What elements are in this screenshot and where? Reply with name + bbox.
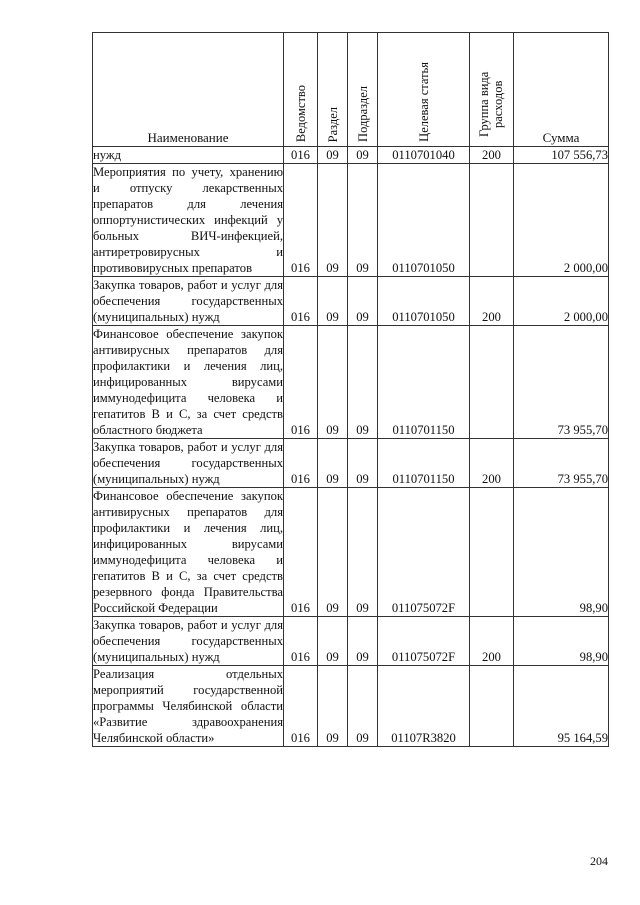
cell-ved: 016 <box>284 147 318 164</box>
budget-table-container <box>92 32 608 840</box>
cell-podr: 09 <box>348 164 378 277</box>
cell-cel: 0110701150 <box>378 326 470 439</box>
cell-sum: 2 000,00 <box>514 277 609 326</box>
cell-cel: 011075072F <box>378 617 470 666</box>
header-ved-label: Ведомство <box>293 84 308 142</box>
header-sum: Сумма <box>514 33 609 147</box>
cell-podr: 09 <box>348 488 378 617</box>
cell-grp <box>470 164 514 277</box>
cell-name: Закупка товаров, работ и услуг для обеспечения государственных (муниципальных) нужд <box>93 440 283 486</box>
cell-ved: 016 <box>284 488 318 617</box>
cell-ved: 016 <box>284 164 318 277</box>
cell-razd: 09 <box>318 277 348 326</box>
table-row <box>93 277 609 326</box>
cell-ved: 016 <box>284 666 318 747</box>
header-podr-label: Подраздел <box>355 86 370 142</box>
cell-grp <box>470 488 514 617</box>
cell-cel: 0110701040 <box>378 147 470 164</box>
cell-cel: 01107R3820 <box>378 666 470 747</box>
table-row <box>93 488 609 617</box>
cell-name: Реализация отдельных мероприятий государственной программы Челябинской области «Развитие здравоохранения Челябинской области» <box>93 667 283 745</box>
cell-podr: 09 <box>348 666 378 747</box>
cell-grp <box>470 666 514 747</box>
cell-podr: 09 <box>348 617 378 666</box>
cell-cel: 011075072F <box>378 488 470 617</box>
cell-cel: 0110701050 <box>378 164 470 277</box>
cell-sum: 73 955,70 <box>514 326 609 439</box>
cell-razd: 09 <box>318 617 348 666</box>
cell-name: Закупка товаров, работ и услуг для обеспечения государственных (муниципальных) нужд <box>93 278 283 324</box>
cell-razd: 09 <box>318 488 348 617</box>
cell-sum: 98,90 <box>514 617 609 666</box>
cell-razd: 09 <box>318 326 348 439</box>
cell-razd: 09 <box>318 439 348 488</box>
table-header-row <box>93 33 609 147</box>
cell-podr: 09 <box>348 277 378 326</box>
cell-sum: 95 164,59 <box>514 666 609 747</box>
header-grp <box>470 33 514 147</box>
header-name: Наименование <box>93 33 284 147</box>
cell-sum: 98,90 <box>514 488 609 617</box>
cell-ved: 016 <box>284 326 318 439</box>
cell-grp: 200 <box>470 617 514 666</box>
cell-razd: 09 <box>318 666 348 747</box>
cell-cel: 0110701050 <box>378 277 470 326</box>
cell-sum: 107 556,73 <box>514 147 609 164</box>
cell-grp: 200 <box>470 277 514 326</box>
header-razd-label: Раздел <box>325 106 340 142</box>
header-cel <box>378 33 470 147</box>
cell-name: Финансовое обеспечение закупок антивирусных препаратов для профилактики и лечения лиц, инфицированных вирусами иммунодефицита человека и гепатитов B и C, за счет средств областного бюджета <box>93 327 283 437</box>
cell-razd: 09 <box>318 147 348 164</box>
table-row <box>93 164 609 277</box>
cell-grp: 200 <box>470 439 514 488</box>
cell-grp <box>470 326 514 439</box>
budget-table <box>92 32 609 747</box>
cell-name: Мероприятия по учету, хранению и отпуску лекарственных препаратов для лечения оппортунистических инфекций у больных ВИЧ-инфекцией, антиретровирусных и противовирусных препаратов <box>93 165 283 275</box>
cell-ved: 016 <box>284 439 318 488</box>
cell-razd: 09 <box>318 164 348 277</box>
page-number: 204 <box>590 854 608 868</box>
table-row <box>93 439 609 488</box>
cell-name: нужд <box>93 147 284 164</box>
header-cel-label: Целевая статья <box>416 62 431 142</box>
cell-sum: 73 955,70 <box>514 439 609 488</box>
cell-ved: 016 <box>284 617 318 666</box>
cell-name: Закупка товаров, работ и услуг для обеспечения государственных (муниципальных) нужд <box>93 618 283 664</box>
cell-grp: 200 <box>470 147 514 164</box>
cell-podr: 09 <box>348 147 378 164</box>
cell-podr: 09 <box>348 439 378 488</box>
table-row <box>93 666 609 747</box>
cell-cel: 0110701150 <box>378 439 470 488</box>
header-razd <box>318 33 348 147</box>
table-row <box>93 147 609 164</box>
table-row <box>93 617 609 666</box>
header-ved <box>284 33 318 147</box>
header-grp-label: Группа вида расходов <box>476 71 505 137</box>
cell-podr: 09 <box>348 326 378 439</box>
cell-name: Финансовое обеспечение закупок антивирусных препаратов для профилактики и лечения лиц, инфицированных вирусами иммунодефицита человека и гепатитов B и C, за счет средств резервного фонда Правительства Российской Федерации <box>93 489 283 615</box>
cell-ved: 016 <box>284 277 318 326</box>
cell-sum: 2 000,00 <box>514 164 609 277</box>
header-podr <box>348 33 378 147</box>
table-row <box>93 326 609 439</box>
